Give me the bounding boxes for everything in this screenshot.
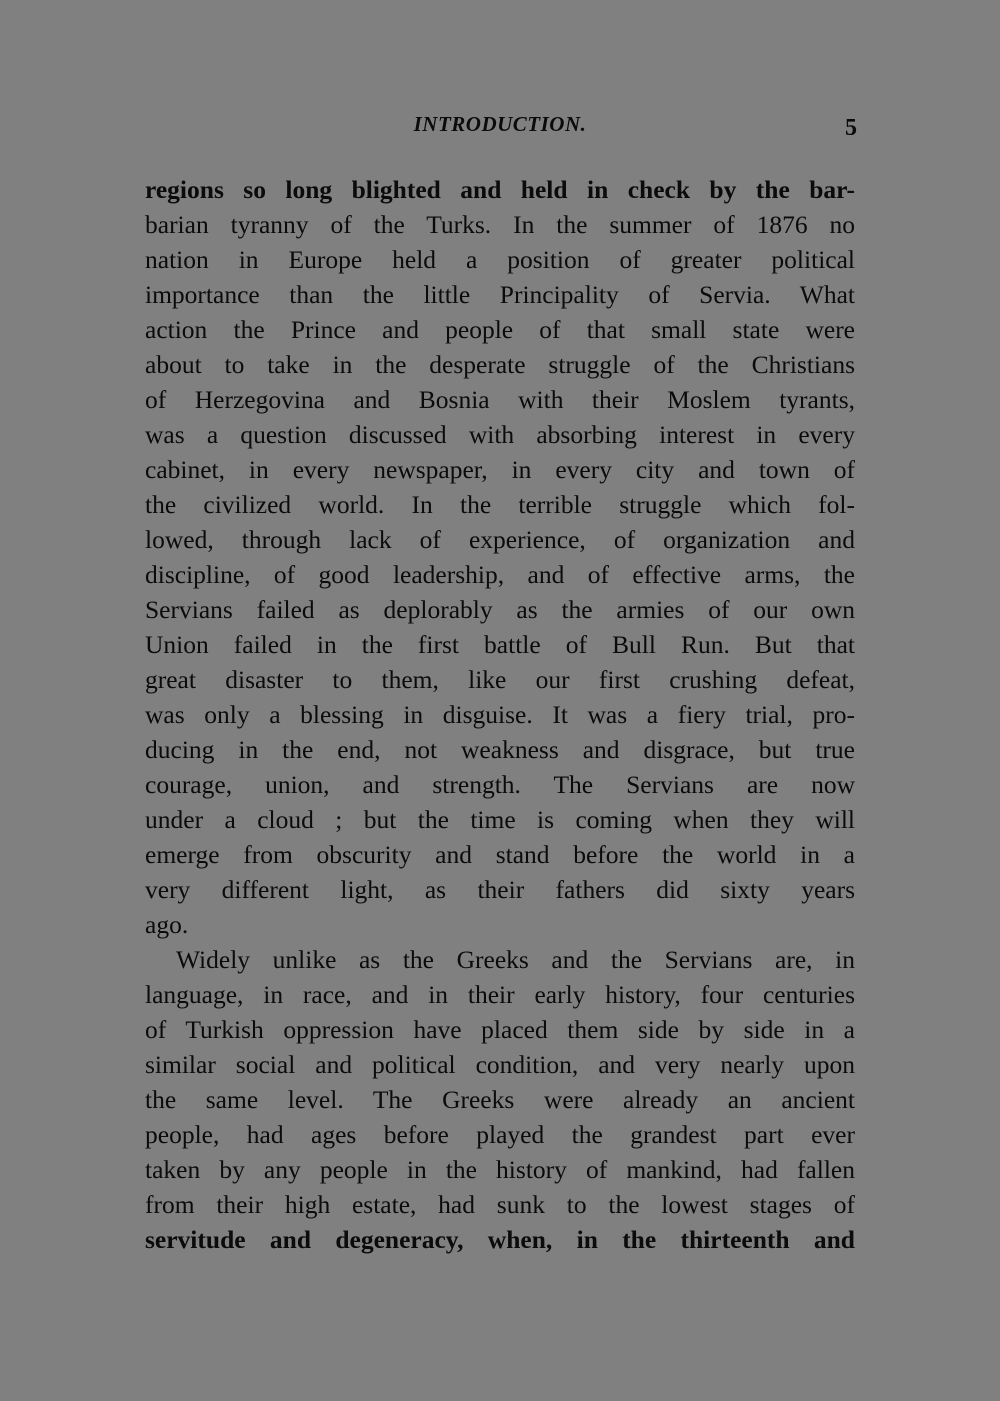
text-line: the civilized world. In the terrible struggle which fol-: [145, 490, 855, 519]
text-line: servitude and degeneracy, when, in the thirteenth and: [145, 1225, 855, 1254]
text-line: lowed, through lack of experience, of organization and: [145, 525, 855, 554]
text-line: was a question discussed with absorbing interest in every: [145, 420, 855, 449]
text-line: great disaster to them, like our first crushing defeat,: [145, 665, 855, 694]
running-title: INTRODUCTION.: [413, 112, 587, 136]
text-line: ducing in the end, not weakness and disgrace, but true: [145, 735, 855, 764]
text-line: nation in Europe held a position of greater political: [145, 245, 855, 274]
text-line: very different light, as their fathers did sixty years: [145, 875, 855, 904]
text-line: cabinet, in every newspaper, in every city and town of: [145, 455, 855, 484]
text-line: regions so long blighted and held in check by the bar-: [145, 175, 855, 204]
text-line: about to take in the desperate struggle of the Christians: [145, 350, 855, 379]
text-line: taken by any people in the history of mankind, had fallen: [145, 1155, 855, 1184]
text-line: from their high estate, had sunk to the lowest stages of: [145, 1190, 855, 1219]
text-line: was only a blessing in disguise. It was a fiery trial, pro-: [145, 700, 855, 729]
page-number: 5: [845, 115, 857, 141]
text-line: of Turkish oppression have placed them side by side in a: [145, 1015, 855, 1044]
text-line: courage, union, and strength. The Servians are now: [145, 770, 855, 799]
running-head: [145, 108, 855, 140]
text-line: emerge from obscurity and stand before the world in a: [145, 840, 855, 869]
text-line: Widely unlike as the Greeks and the Servians are, in: [176, 945, 855, 974]
paragraph-1: [145, 172, 855, 942]
text-line: Union failed in the first battle of Bull Run. But that: [145, 630, 855, 659]
text-line: ago.: [145, 910, 189, 939]
text-line: action the Prince and people of that small state were: [145, 315, 855, 344]
text-line: language, in race, and in their early history, four centuries: [145, 980, 855, 1009]
paragraph-2: [145, 942, 855, 1257]
text-line: importance than the little Principality of Servia. What: [145, 280, 855, 309]
text-line: of Herzegovina and Bosnia with their Moslem tyrants,: [145, 385, 855, 414]
text-line: the same level. The Greeks were already an ancient: [145, 1085, 855, 1114]
text-line: similar social and political condition, and very nearly upon: [145, 1050, 855, 1079]
body-text: [145, 172, 855, 1257]
text-line: Servians failed as deplorably as the armies of our own: [145, 595, 855, 624]
text-line: barian tyranny of the Turks. In the summer of 1876 no: [145, 210, 855, 239]
text-line: people, had ages before played the grandest part ever: [145, 1120, 855, 1149]
text-line: under a cloud ; but the time is coming when they will: [145, 805, 855, 834]
text-line: discipline, of good leadership, and of effective arms, the: [145, 560, 855, 589]
